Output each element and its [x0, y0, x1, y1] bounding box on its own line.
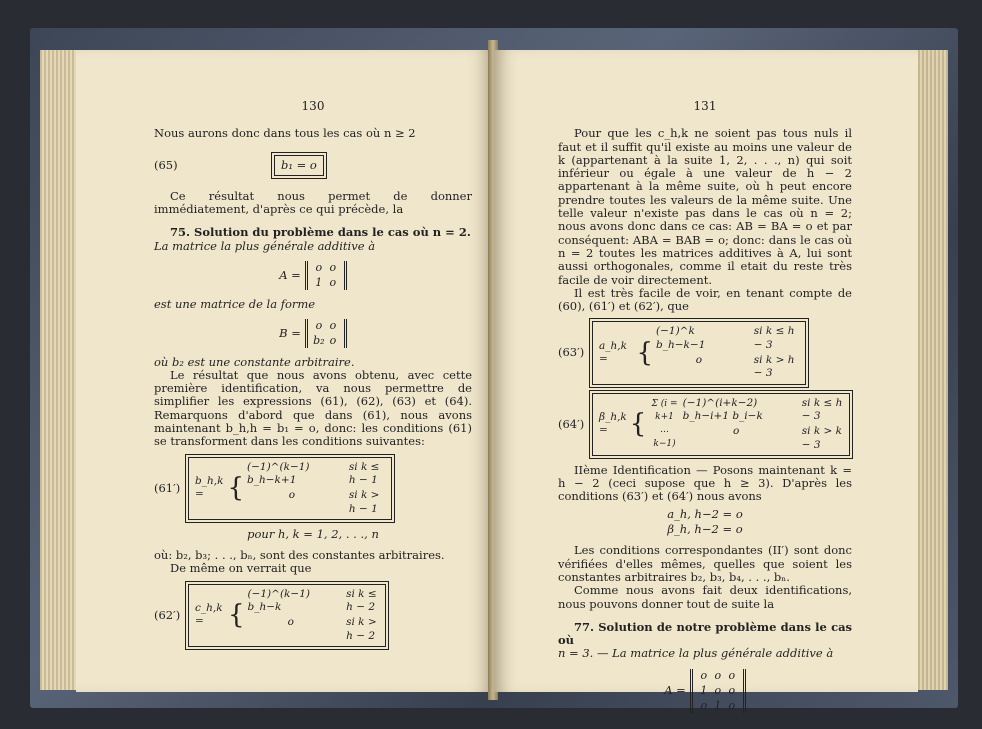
case-condition: si k > k − 3 — [801, 425, 843, 451]
case-formula: (−1)^(k−1) b_h−k — [247, 587, 310, 614]
paragraph: Pour que les c_h,k ne soient pas tous nuls il faut et il suffit qu'il existe au moins une valeur de k (appartenant à la suite 1, 2, . . ., n) qui soit inférieur ou égale à une valeur de h − 2 appartenant à la même suite, où h peut encore prendre toutes les valeurs de la même suite. Une telle valeur n'existe pas dans le cas où n = 2; nous avons donc dans ce cas: AB = BA = o et par conséquent: ABA = BAB = o; donc: dans le cas où n = 2 toutes les matrices additives à A, lui sont aussi orthogonales, comme il etait du reste très facile de voir directement. — [558, 126, 852, 287]
equation-label: (65) — [154, 157, 178, 172]
matrix-cell: o — [714, 668, 722, 682]
matrix-cell: o — [329, 334, 337, 348]
brace-icon: { — [629, 409, 647, 440]
case-formula: o — [695, 354, 703, 367]
intro-line: Nous aurons donc dans tous les cas où n ≥ 2 — [154, 126, 416, 141]
matrix-cell: o — [728, 668, 736, 682]
case-formula: (−1)^(k−1) b_h−k+1 — [247, 460, 310, 486]
equation-63-prime — [558, 321, 852, 384]
case-lhs: a_h,k = — [599, 339, 627, 366]
matrix-cell: o — [700, 699, 708, 713]
case-condition: si k > h − 1 — [348, 489, 380, 515]
matrix-cell: 1 — [315, 276, 323, 290]
paragraph: De même on verrait que — [170, 561, 312, 576]
form-text: est une matrice de la forme — [154, 296, 316, 311]
case-lhs: c_h,k = — [195, 602, 223, 628]
equation-beta: β_h, h−2 = o — [667, 522, 743, 537]
equation-61-prime — [154, 457, 472, 520]
matrix-lhs: A = — [279, 267, 301, 282]
section-subtitle: n = 3. — La matrice la plus générale additive à — [558, 646, 834, 661]
matrix-lhs: B = — [279, 325, 301, 340]
equation-label: (62′) — [154, 607, 181, 622]
equation-alpha: a_h, h−2 = o — [667, 506, 743, 521]
equation-label: (63′) — [558, 345, 585, 360]
index-range: pour h, k = 1, 2, . . ., n — [247, 526, 379, 541]
case-condition: si k > h − 2 — [346, 616, 377, 642]
equation-65 — [154, 155, 472, 176]
matrix-cell: 1 — [700, 683, 708, 697]
formula-box: b₁ = o — [274, 155, 324, 176]
case-condition: si k ≤ h − 2 — [346, 587, 377, 614]
case-condition: si k ≤ h − 3 — [753, 325, 795, 351]
case-lhs: b_h,k = — [195, 474, 224, 501]
matrix-cell: 1 — [714, 699, 722, 713]
case-condition: si k ≤ h − 1 — [348, 460, 380, 486]
equation-64-prime — [558, 393, 852, 456]
right-page-edges — [914, 50, 948, 690]
page-number: 131 — [693, 99, 717, 113]
case-condition: si k ≤ h − 3 — [801, 396, 843, 422]
brace-icon: { — [227, 600, 245, 631]
matrix-cell: o — [329, 261, 337, 275]
matrix-cell: o — [714, 683, 722, 697]
paragraph: Il est très facile de voir, en tenant compte de (60), (61′) et (62′), que — [558, 285, 852, 314]
case-formula: o — [733, 425, 740, 438]
sum-symbol: Σ (i = k+1 … k−1) — [651, 398, 678, 449]
matrix-cell: o — [700, 668, 708, 682]
matrix-b — [154, 319, 472, 348]
matrix-a3 — [558, 669, 852, 713]
case-lhs: β_h,k = — [599, 410, 627, 437]
section-heading: 75. Solution du problème dans le cas où n = 2. — [170, 225, 471, 240]
matrix-cell: o — [329, 318, 337, 332]
equation-62-prime — [154, 584, 472, 647]
section-subtitle: La matrice la plus générale additive à — [154, 238, 376, 253]
brace-icon: { — [636, 338, 654, 369]
brace-icon: { — [227, 473, 245, 504]
section-heading: 77. Solution de notre problème dans le cas où — [558, 619, 852, 648]
matrix-cell: o — [728, 699, 736, 713]
matrix-lhs: A = — [664, 682, 686, 697]
matrix-cell: o — [315, 318, 323, 332]
page-number: 130 — [301, 99, 325, 113]
paragraph: Les conditions correspondantes (II′) sont donc vérifiées d'elles mêmes, quelles que soient les constantes arbitraires b₂, b₃, b₄, . . ., bₙ. — [558, 543, 852, 584]
case-formula: (−1)^k b_h−k−1 — [656, 325, 706, 351]
case-formula: o — [287, 616, 294, 629]
matrix-a — [154, 261, 472, 290]
right-page — [494, 50, 918, 713]
matrix-cell: o — [315, 261, 323, 275]
left-page-edges — [40, 50, 78, 690]
paragraph: où: b₂, b₃; . . ., bₙ, sont des constantes arbitraires. — [154, 548, 445, 563]
constant-text: où b₂ est une constante arbitraire. — [154, 354, 355, 369]
paragraph: Comme nous avons fait deux identifications, nous pouvons donner tout de suite la — [558, 583, 852, 611]
matrix-cell: o — [329, 276, 337, 290]
paragraph: Ce résultat nous permet de donner immédiatement, d'après ce qui précède, la — [154, 188, 472, 217]
equation-label: (64′) — [558, 416, 585, 431]
case-formula: o — [288, 489, 296, 502]
case-condition: si k > h − 3 — [753, 354, 795, 380]
left-page — [76, 50, 492, 692]
matrix-cell: o — [728, 683, 736, 697]
paragraph: Le résultat que nous avons obtenu, avec cette première identification, va nous permettre de simplifier les expressions (61), (62), (63) et (64). Remarquons d'abord que dans (61), nous avons maintenant b_h,h = b₁ = o, donc: les conditions (61) se transforment dans les conditions suivantes: — [154, 367, 472, 449]
identification-paragraph: IIème Identification — Posons maintenant k = h − 2 (ceci supose que h ≥ 3). D'après les conditions (63′) et (64′) nous avons — [558, 462, 852, 504]
case-formula: (−1)^(i+k−2) b_h−i+1 b_i−k — [682, 396, 763, 422]
equation-label: (61′) — [154, 480, 181, 495]
matrix-cell: b₂ — [313, 334, 325, 348]
